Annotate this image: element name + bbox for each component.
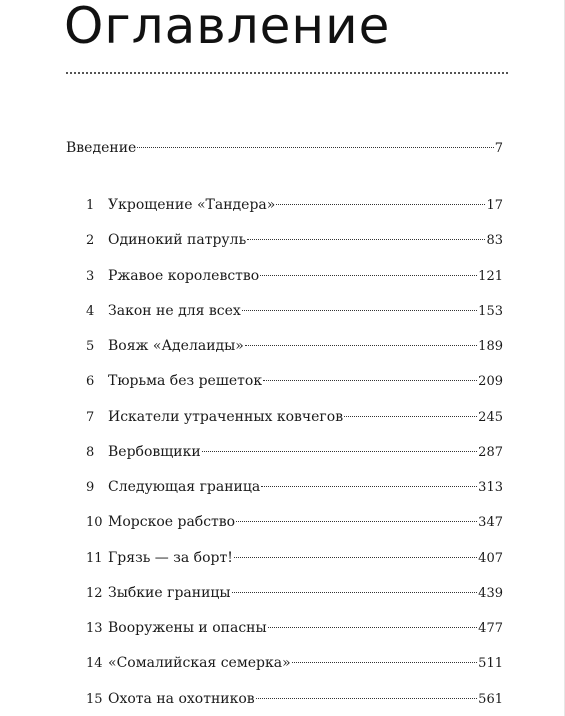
toc-entry-title: Тюрьма без решеток xyxy=(108,373,263,389)
chapter-number: 15 xyxy=(86,692,103,707)
toc-entry-chapter-4[interactable] xyxy=(86,301,503,321)
toc-entry-chapter-13[interactable] xyxy=(86,618,503,638)
dot-leader xyxy=(137,147,493,148)
toc-entry-chapter-6[interactable] xyxy=(86,371,503,391)
toc-entry-chapter-1[interactable] xyxy=(86,195,503,215)
chapter-number: 9 xyxy=(86,480,95,495)
toc-entry-title: Зыбкие границы xyxy=(108,585,231,601)
toc-entry-title: Закон не для всех xyxy=(108,303,241,319)
toc-entry-title: Введение xyxy=(66,140,137,156)
toc-entry-chapter-12[interactable] xyxy=(86,583,503,603)
chapter-number: 5 xyxy=(86,339,95,354)
chapter-number: 2 xyxy=(86,233,95,248)
chapter-number: 7 xyxy=(86,410,95,425)
chapter-number: 4 xyxy=(86,304,95,319)
toc-entry-page-number: 83 xyxy=(486,233,503,248)
chapter-number: 12 xyxy=(86,586,103,601)
toc-entry-chapter-14[interactable] xyxy=(86,653,503,673)
toc-entry-title: Искатели утраченных ковчегов xyxy=(108,409,344,425)
dot-leader xyxy=(344,416,477,417)
toc-entry-title: Укрощение «Тандера» xyxy=(108,197,276,213)
toc-entry-title: Вербовщики xyxy=(108,444,201,460)
toc-entry-title: Ржавое королевство xyxy=(108,268,260,284)
toc-entry-title: Морское рабство xyxy=(108,514,236,530)
dot-leader xyxy=(236,521,477,522)
toc-entry-page-number: 477 xyxy=(478,621,503,636)
toc-entry-title: Следующая граница xyxy=(108,479,261,495)
toc-entry-chapter-2[interactable] xyxy=(86,230,503,250)
toc-entry-page-number: 245 xyxy=(478,410,503,425)
toc-entry-page-number: 17 xyxy=(486,198,503,213)
toc-entry-title: Грязь — за борт! xyxy=(108,550,233,566)
toc-entry-chapter-5[interactable] xyxy=(86,336,503,356)
chapter-number: 13 xyxy=(86,621,103,636)
toc-entry-page-number: 7 xyxy=(494,141,503,156)
chapter-number: 1 xyxy=(86,198,95,213)
dot-leader xyxy=(247,239,485,240)
dot-leader xyxy=(245,345,477,346)
toc-entry-chapter-15[interactable] xyxy=(86,689,503,709)
chapter-number: 6 xyxy=(86,374,95,389)
toc-entry-page-number: 121 xyxy=(478,269,503,284)
dot-leader xyxy=(263,380,477,381)
toc-entry-title: Вооружены и опасны xyxy=(108,620,267,636)
dot-leader xyxy=(260,275,477,276)
dot-leader xyxy=(276,204,485,205)
toc-entry-chapter-11[interactable] xyxy=(86,548,503,568)
dot-leader xyxy=(202,451,477,452)
toc-entry-chapter-10[interactable] xyxy=(86,512,503,532)
toc-entry-page-number: 407 xyxy=(478,551,503,566)
toc-entry-title: Одинокий патруль xyxy=(108,232,247,248)
dot-leader xyxy=(232,592,478,593)
toc-entry-title: Охота на охотников xyxy=(108,691,255,707)
toc-entry-chapter-8[interactable] xyxy=(86,442,503,462)
dot-leader xyxy=(242,310,477,311)
dot-leader xyxy=(292,662,478,663)
chapter-number: 8 xyxy=(86,445,95,460)
toc-entry-chapter-9[interactable] xyxy=(86,477,503,497)
chapter-number: 10 xyxy=(86,515,103,530)
toc-entry-page-number: 439 xyxy=(478,586,503,601)
page-title: Оглавление xyxy=(64,0,391,55)
toc-entry-page-number: 561 xyxy=(478,692,503,707)
toc-entry-page-number: 153 xyxy=(478,304,503,319)
chapter-number: 14 xyxy=(86,656,103,671)
toc-entry-page-number: 189 xyxy=(478,339,503,354)
chapter-number: 11 xyxy=(86,551,103,566)
dot-leader xyxy=(234,557,477,558)
toc-entry-page-number: 313 xyxy=(478,480,503,495)
dot-leader xyxy=(256,698,477,699)
toc-entry-chapter-7[interactable] xyxy=(86,407,503,427)
chapter-number: 3 xyxy=(86,269,95,284)
toc-entry-page-number: 511 xyxy=(478,656,503,671)
toc-entry-chapter-3[interactable] xyxy=(86,266,503,286)
toc-entry-page-number: 209 xyxy=(478,374,503,389)
toc-entry-page-number: 347 xyxy=(478,515,503,530)
toc-entry-page-number: 287 xyxy=(478,445,503,460)
toc-entry-title: «Сомалийская семерка» xyxy=(108,655,291,671)
toc-entry-intro[interactable] xyxy=(66,138,503,158)
dot-leader xyxy=(261,486,477,487)
dot-leader xyxy=(268,627,478,628)
toc-entry-title: Вояж «Аделаиды» xyxy=(108,338,244,354)
